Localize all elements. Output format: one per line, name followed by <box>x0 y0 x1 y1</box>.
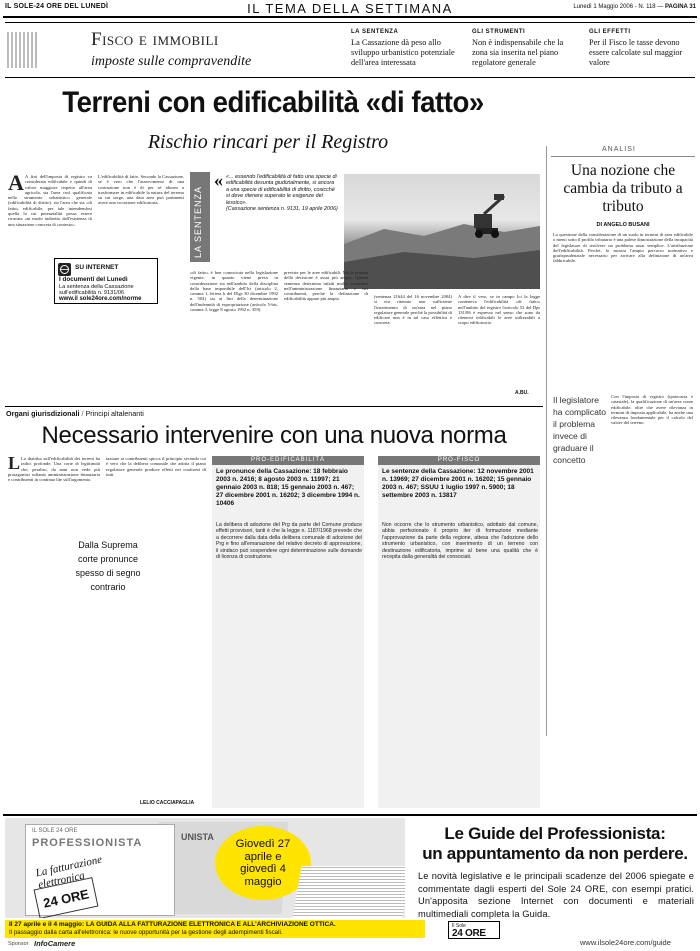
newspaper-stack <box>292 866 405 918</box>
second-col-2-text: tazione ai contribuenti spicca il principio secondo cui è vero che la delibera comunale che adotta il piano regolatore generale produce effetti nei confronti di tutti. <box>106 456 206 477</box>
analysis-body <box>553 232 693 390</box>
lead-col-3 <box>190 270 278 396</box>
second-col-1-text: La diatriba sull'edificabilità dei terreni ha radici profonde. Una corte di legittimità che, peraltro, da anni non vede più protagonisti soltanto amministrazione finanziaria e contribuenti in continua lite sull'argomento. <box>8 456 100 483</box>
drop-cap: A <box>8 174 24 195</box>
ad-band-line-2: Il passaggio dalla carta all'elettronica: le nuove opportunità per la gestione degli adempimenti fiscali. <box>9 929 283 936</box>
footer-url[interactable]: www.ilsole24ore.com/guide <box>580 938 671 947</box>
banner-col-2 <box>472 29 578 68</box>
analysis-body-2 <box>611 394 693 734</box>
lead-col-4-text: previste per le aree edificabili. Ma la portata della decisione è assai più ampia. Questa sentenza determina infatti molto sconcerto nell'amministrazione finanziaria e nei contribuenti, perché la definizione di edificabilità appare più ampia. <box>284 270 368 302</box>
sole-logo-top: Il Sole <box>452 923 466 929</box>
lead-signature: A.BU. <box>515 390 529 396</box>
header-rule <box>3 16 697 18</box>
banner-col-text: Non è indispensabile che la zona sia inserita nel piano regolatore generale <box>472 38 564 67</box>
web-icon <box>58 263 71 276</box>
lead-col-5-text: (sentenza 21644 del 16 novembre 2004) si era ritenuto non sufficiente l'inserimento di un'area nel piano regolatore generale perché la possibilità di edificare non è in tal caso effettiva e concreta. <box>374 294 452 326</box>
quote-mark-icon: « <box>214 170 223 190</box>
issue-date: Lunedì 1 Maggio 2006 - N. 118 — <box>573 4 664 10</box>
sole-logo <box>448 921 500 939</box>
web-url[interactable]: www.il sole24ore.com/norme <box>59 296 142 302</box>
pro-label: PRO-EDIFICABILITÀ <box>212 456 364 465</box>
booklet-brand: IL SOLE 24 ORE <box>32 828 78 834</box>
contro-title: Le sentenze della Cassazione: 12 novembre 2001 n. 13969; 27 dicembre 2001 n. 16202; 15 gennaio 2003 n. 467; SSUU 1 luglio 1997 n. 5900; 18 settembre 2003 n. 13817 <box>382 468 534 499</box>
section-title: IL TEMA DELLA SETTIMANA <box>247 1 453 16</box>
quote-box <box>190 172 338 262</box>
web-line-1: I documenti del Lunedì <box>59 276 128 283</box>
booklet-series: PROFESSIONISTA <box>32 837 143 849</box>
booklet-title: La fatturazione elettronica <box>34 853 104 892</box>
ad-image <box>5 818 405 918</box>
analysis-rule <box>551 156 695 157</box>
analysis-column <box>546 146 696 736</box>
second-section-label: Organi giurisdizionali <box>6 409 80 418</box>
ad-band <box>5 920 425 938</box>
contro-text: Non occorre che lo strumento urbanistico, adottato dal comune, abbia perfezionato il proprio iter di formazione mediante l'approvazione da parte della regione, attesa che l'adozione dello strumento urbanistico, con inserimento di un terreno con destinazione edificatoria, imprime al bene una qualità che è recepita dalla generalità dei consociati. <box>382 522 538 561</box>
banner-col-text: La Cassazione dà peso allo sviluppo urbanistico potenziale dell'area interessata <box>351 38 455 67</box>
ad-date: Giovedì 27 aprile e giovedì 4 maggio <box>235 838 291 888</box>
analysis-label: ANALISI <box>602 146 636 153</box>
ad-guide-title: Le Guide del Professionista: <box>444 824 666 843</box>
banner-col-text: Per il Fisco le tasse devono essere calcolate sul maggior valore <box>589 38 683 67</box>
banner <box>5 22 695 78</box>
second-pullquote: Dalla Suprema corte pronunce spesso di segno contrario <box>72 536 144 596</box>
ad-guide-text: Le novità legislative e le principali scadenze del 2006 spiegate e commentate dagli esperti del Sole 24 ORE, con esempi pratici. Un'apposita sezione Internet con documenti e materiali multimediali completa la Guida. <box>418 871 694 919</box>
lead-col-5 <box>374 294 452 396</box>
ad-band-line-1: Il 27 aprile e il 4 maggio: LA GUIDA ALLA FATTURAZIONE ELETTRONICA E ALL'ARCHIVIAZIONE OTTICA. <box>9 921 336 928</box>
sponsor-brand: InfoCamere <box>34 939 76 948</box>
ad-guide-subtitle: un appuntamento da non perdere. <box>422 844 688 863</box>
banner-title: Fisco e immobili <box>91 29 219 50</box>
second-col-2 <box>106 456 206 796</box>
paper-name: IL SOLE-24 ORE DEL LUNEDÌ <box>5 3 109 10</box>
second-title: Necessario intervenire con una nuova norma <box>41 422 507 449</box>
analysis-pullquote: Il legislatore ha complicato il problema invece di graduare il concetto <box>553 395 607 465</box>
lead-col-1-text: A fini dell'imposta di registro va considerata edificabile e quindi di valore maggiore rispetto all'area agricola, sia l'area così qualificata nello strumento urbanistico generale (edificabilità di diritto), sia l'area che sia «di fatto» edificabile, per tale intendendosi quella la cui potenzialità possa essere ricavata «in modo indiretto dall'esistenza di una situazione concreta di contesto». <box>8 174 92 227</box>
pro-title: Le pronunce della Cassazione: 18 febbraio 2003 n. 2416; 8 agosto 2003 n. 11997; 21 gennaio 2003 n. 818; 15 gennaio 2003 n. 467; 27 dicembre 2001 n. 16202; 3 dicembre 1994 n. 10406 <box>216 468 360 507</box>
lead-col-4 <box>284 270 368 396</box>
second-section: Organi giurisdizionali / Principi altalenanti <box>6 409 144 418</box>
contro-box <box>378 456 540 808</box>
banner-col-head: GLI EFFETTI <box>589 29 631 35</box>
banner-col-3 <box>589 29 695 68</box>
lead-col-6-text: A dire il vero, se in campo Ici la legge conteneva l'edificabilità «di fatto» nell'ambito del registro l'articolo 52 del Dpr 131/86 è espresso nel senso che sono da ritenersi edificabili le aree utilizzabili a scopo edificatorio. <box>458 294 540 326</box>
pro-text: La delibera di adozione del Prg da parte del Comune produce effetti provvisori, tanti è che la legge n. 1187/1968 prevede che a decorrere dalla data della delibera comunale di adozione del Prg e fino all'emanazione del relativo decreto di approvazione, il sindaco può sospendere ogni determinazione sulle domande di licenza di costruzione. <box>216 522 362 561</box>
banner-mark <box>7 32 37 68</box>
banner-col-head: GLI STRUMENTI <box>472 29 526 35</box>
analysis-body-text: La questione della considerazione di un suolo in termini di area edificabile o meno sotto il profilo tributario è una palese dimostrazione della incapacità del legislatore di risolvere un problema assai semplice. L'attribuzione dell'edificabilità. Perché, lo mostra l'ampio percorso normativo e giurisprudenziale necessario per arrivare alla definizione di un'area fabbricabile. <box>553 232 693 264</box>
quote-label: LA SENTENZA <box>193 185 203 258</box>
page-number: PAGINA 31 <box>664 4 696 10</box>
lead-col-3-text: «di fatto» è ben conosciuta nella legislazione vigente, in quanto viene presa in considerazione sia nell'ambito della disciplina della base imponibile dell'Ici (articolo 2, comma 1, lettera b del Dlgs 30 dicembre 1992 n. 504) sia ai fini della determinazione dell'indennità di espropriazione (articolo 5-bis, comma 3, legge 8 agosto 1992 n. 359). <box>190 270 278 313</box>
contro-label: PRO-FISCO <box>378 456 540 465</box>
web-line-2: La sentenza della Cassazione sull'edificabilità n. 9131/06 <box>59 284 134 296</box>
booklet-logo: 24 ORE <box>41 885 91 911</box>
drop-cap: L <box>8 456 21 473</box>
banner-col-1 <box>351 29 455 68</box>
sponsor-label: Sponsor <box>8 941 29 947</box>
quote-text: «... essendo l'edificabilità di fatto una specie di edificabilità desunta giudizialmente, si ancora a una specie di edificabilità di diritto, cosicché si deve ritenere superato le esigenze del lessico». (Cassazione sentenza n. 9131, 19 aprile 2006) <box>226 174 338 213</box>
lead-photo <box>344 174 540 289</box>
date-line <box>573 4 696 10</box>
booklet-front <box>25 824 175 916</box>
web-label: SU INTERNET <box>75 264 119 271</box>
section-rule <box>5 406 543 407</box>
banner-col-head: LA SENTENZA <box>351 29 399 35</box>
lead-subtitle: Rischio rincari per il Registro <box>147 131 389 153</box>
second-section-sub: Principi altalenanti <box>85 409 144 418</box>
lead-title: Terreni con edificabilità «di fatto» <box>62 86 484 119</box>
banner-subtitle: imposte sulle compravendite <box>91 54 252 69</box>
ad-rule <box>3 814 697 816</box>
analysis-byline: DI ANGELO BUSANI <box>596 222 650 228</box>
second-col-1 <box>8 456 100 808</box>
sole-logo-text: 24 ORE <box>452 928 486 939</box>
lead-col-6 <box>458 294 540 390</box>
analysis-title: Una nozione che cambia da tributo a tributo <box>563 162 683 215</box>
analysis-body-2-text: Con l'imposta di registro (ipotecaria e catastale), la qualificazione di un'area come edificabile, oltre che avere rilevanza in termini di imposta applicabile, ha anche una rilevanza fondamentale per il calcolo del valore del terreno. <box>611 394 693 426</box>
web-box <box>54 258 158 304</box>
booklet-side-label: UNISTA <box>181 832 214 842</box>
pro-box <box>212 456 364 808</box>
lead-col-2-text: L'edificabilità di fatto. Secondo la Cassazione, se è vero che l'asservimento di una costruzione non è di per sé idoneo a trasformare in edificabile la natura del terreno su cui sorge, una data area può parimenti avere una vocazione edificatoria. <box>98 174 184 206</box>
second-byline: LELIO CACCIAPAGLIA <box>140 800 195 806</box>
